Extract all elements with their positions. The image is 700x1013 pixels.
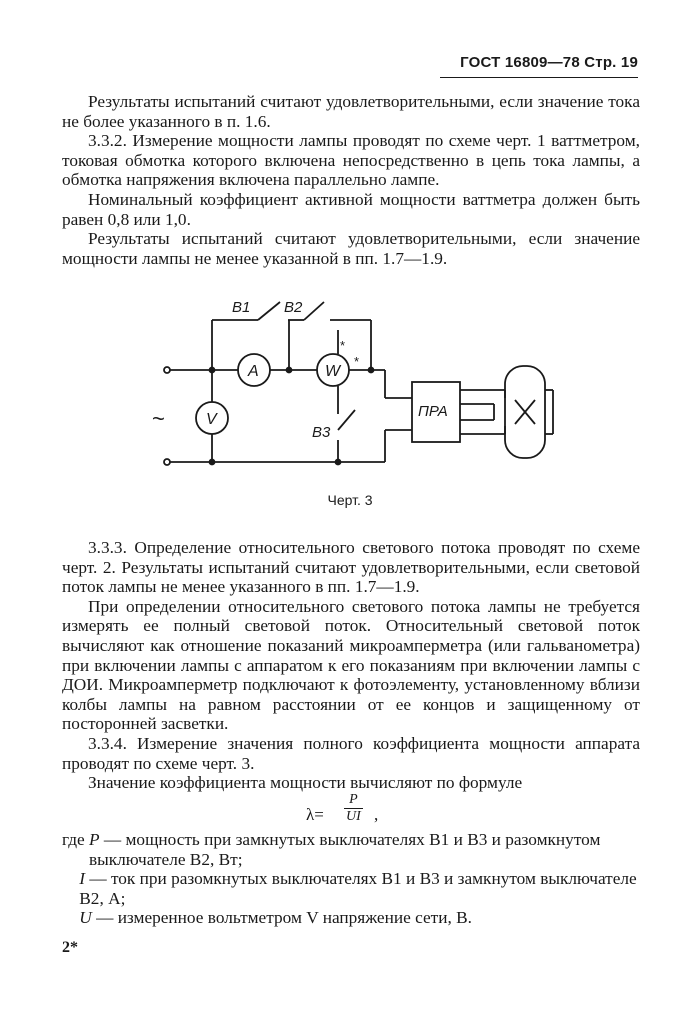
label-voltmeter: V: [206, 411, 217, 428]
page-header: ГОСТ 16809—78 Стр. 19: [460, 54, 638, 71]
definition-text: — измеренное вольтметром V напряжение сети, В.: [91, 908, 472, 928]
circuit-diagram: [0, 290, 700, 480]
formula-fraction: [344, 792, 363, 825]
definition-symbol: U: [79, 908, 92, 928]
definition-lead: где: [62, 830, 90, 849]
page-footer-mark: 2*: [62, 939, 78, 956]
definition-lead: [62, 908, 79, 928]
formula-denominator: UI: [346, 809, 361, 824]
definition-row: [62, 869, 640, 908]
paragraph: Результаты испытаний считают удовлетворительными, если значение тока не более указанного в п. 1.6.: [62, 92, 640, 131]
label-wattmeter: W: [325, 363, 341, 380]
definition-lead: [62, 869, 79, 908]
intro-text: [62, 92, 640, 268]
label-star: *: [354, 354, 360, 369]
label-star: *: [340, 338, 346, 353]
paragraph: 3.3.2. Измерение мощности лампы проводят по схеме черт. 1 ваттметром, токовая обмотка которого включена непосредственно в цепь тока лампы, а обмотка напряжения включена параллельно лампе.: [62, 131, 640, 190]
definition-row: [62, 830, 640, 869]
label-b1: B1: [232, 299, 251, 316]
paragraph: Номинальный коэффициент активной мощности ваттметра должен быть равен 0,8 или 1,0.: [62, 189, 640, 229]
switch-b3: [338, 410, 355, 430]
label-b3: B3: [312, 424, 331, 441]
paragraph: Результаты испытаний считают удовлетворительными, если значение мощности лампы не менее указанной в пп. 1.7—1.9.: [62, 229, 640, 268]
figure-caption: Черт. 3: [327, 492, 373, 508]
paragraph: 3.3.3. Определение относительного светового потока проводят по схеме черт. 2. Результаты испытаний считают удовлетворительными, если световой поток лампы не менее указанного в пп. 1.7—1.9.: [62, 538, 640, 597]
body-text: [62, 538, 640, 793]
formula-comma: ,: [374, 805, 379, 824]
label-ammeter: A: [248, 363, 259, 380]
switch-b1: [258, 302, 280, 320]
formula-numerator: P: [349, 792, 358, 807]
label-b2: B2: [284, 299, 303, 316]
paragraph: При определении относительного светового потока лампы не требуется измерять ее полный световой поток. Относительный световой поток вычисляют как отношение показаний микроамперметра (или гальванометра) при включении лампы с аппаратом к его показаниям при включении лампы с ДОИ. Микроамперметр подключают к фотоэлементу, установленному вблизи колбы лампы на равном расстоянии от ее концов и защищенному от посторонней засветки.: [62, 596, 640, 734]
label-ballast: ПРА: [418, 403, 448, 420]
definition-text: — мощность при замкнутых выключателях B1 и B3 и разомкнутом выключателе B2, Вт;: [89, 830, 601, 869]
paragraph: 3.3.4. Измерение значения полного коэффициента мощности аппарата проводят по схеме черт. 3.: [62, 733, 640, 773]
paragraph: Значение коэффициента мощности вычисляют по формуле: [88, 773, 523, 793]
definition-row: [62, 908, 640, 928]
definition-symbol: I: [79, 869, 86, 889]
definitions-list: [62, 830, 640, 928]
switch-b2: [304, 302, 324, 320]
definition-symbol: P: [89, 830, 100, 849]
header-rule: [440, 77, 638, 78]
definition-text: — ток при разомкнутых выключателях B1 и B3 и замкнутом выключателе B2, А;: [79, 869, 637, 908]
label-ac-source: ~: [152, 406, 165, 431]
formula-lhs: λ=: [306, 805, 324, 824]
